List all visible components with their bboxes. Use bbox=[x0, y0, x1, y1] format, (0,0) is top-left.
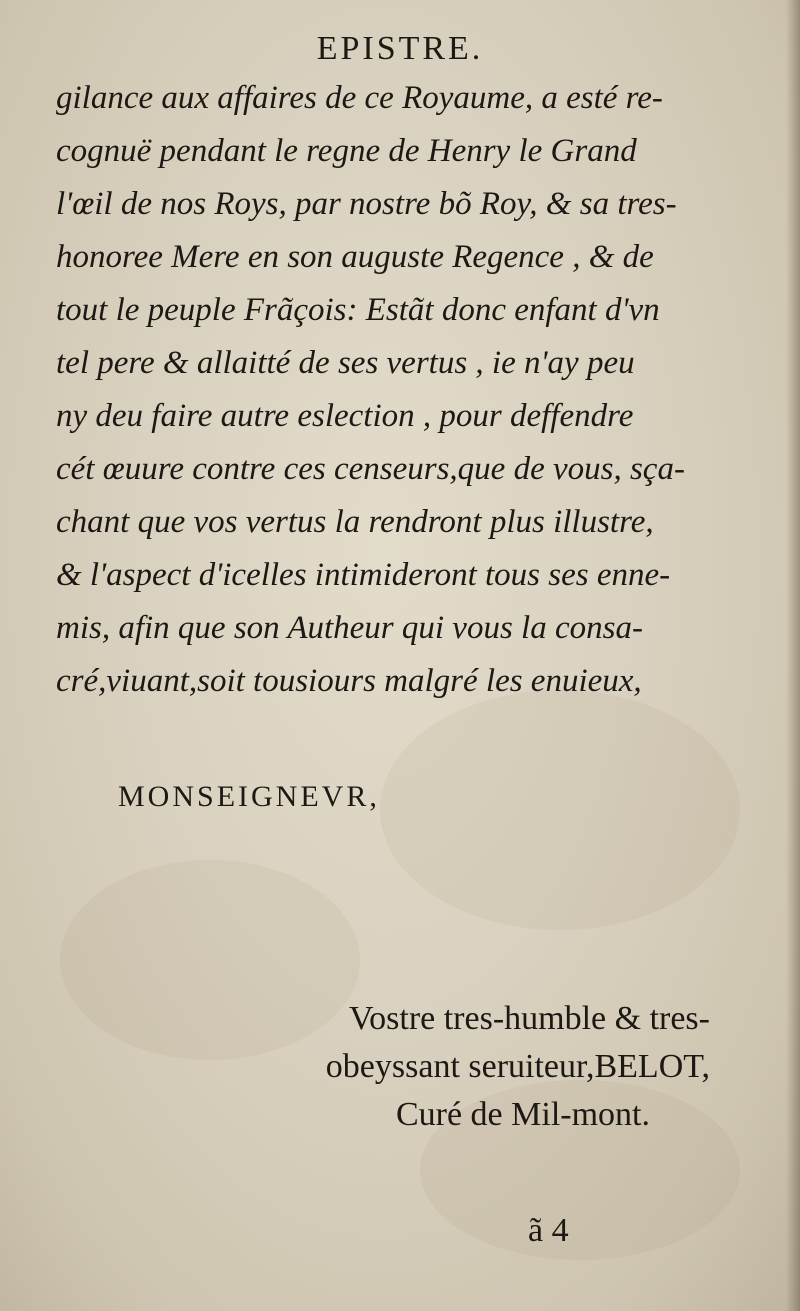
text-line: l'œil de nos Roys, par nostre bõ Roy, & sa tres- bbox=[56, 186, 677, 222]
running-head: EPISTRE. bbox=[316, 30, 484, 67]
signature-line: Curé de Mil-mont. bbox=[395, 1096, 650, 1133]
bleed-through-stain bbox=[380, 690, 740, 930]
text-line: ny deu faire autre eslection , pour deffendre bbox=[56, 398, 634, 434]
text-line: gilance aux affaires de ce Royaume, a esté re- bbox=[56, 80, 663, 116]
text-line: & l'aspect d'icelles intimideront tous ses enne- bbox=[56, 557, 671, 593]
text-line: cét œuure contre ces censeurs,que de vous, sça- bbox=[56, 451, 685, 487]
text-line: tout le peuple Frãçois: Estãt donc enfant d'vn bbox=[56, 292, 660, 328]
salutation: MONSEIGNEVR, bbox=[118, 780, 380, 813]
signature-block bbox=[0, 995, 710, 1139]
text-line: honoree Mere en son auguste Regence , & de bbox=[56, 239, 654, 275]
signature-line: obeyssant seruiteur,BELOT, bbox=[325, 1048, 710, 1085]
page-edge-shadow bbox=[786, 0, 800, 1311]
text-line: tel pere & allaitté de ses vertus , ie n'ay peu bbox=[56, 345, 635, 381]
epistle-body bbox=[56, 72, 756, 708]
text-line: chant que vos vertus la rendront plus illustre, bbox=[56, 504, 654, 540]
text-line: mis, afin que son Autheur qui vous la consa- bbox=[56, 610, 643, 646]
text-line: cré,viuant,soit tousiours malgré les enuieux, bbox=[56, 663, 642, 699]
signature-mark: ã 4 bbox=[528, 1212, 569, 1249]
signature-line: Vostre tres-humble & tres- bbox=[348, 1000, 710, 1037]
text-line: cognuë pendant le regne de Henry le Grand bbox=[56, 133, 637, 169]
